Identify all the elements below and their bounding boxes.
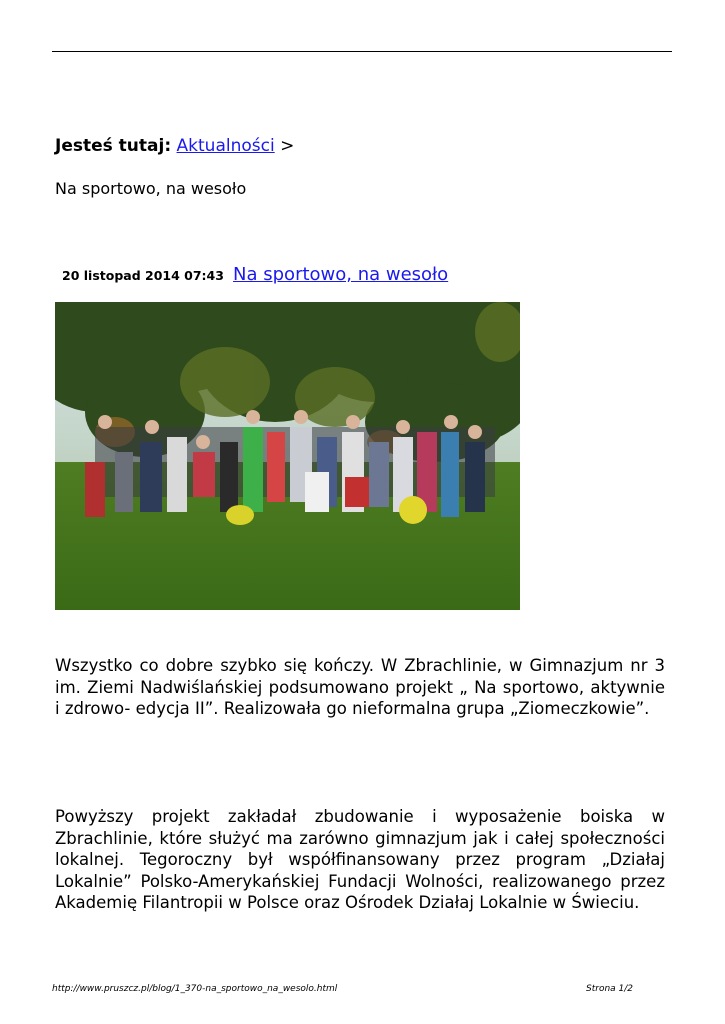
breadcrumb-label: Jesteś tutaj: [55,136,172,156]
header-rule [52,51,672,52]
breadcrumb-separator: > [274,136,295,156]
article-meta [62,264,448,285]
article-title-link[interactable]: Na sportowo, na wesoło [233,264,449,285]
footer-url: http://www.pruszcz.pl/blog/1_370-na_sportowo_na_wesolo.html [52,984,338,994]
article-paragraph-1: Wszystko co dobre szybko się kończy. W Zbrachlinie, w Gimnazjum nr 3 im. Ziemi Nadwiślańskiej podsumowano projekt „ Na sportowo, aktywnie i zdrowo- edycja II”. Realizowała go nieformalna grupa „Ziomeczkowie”. [55,656,665,718]
footer-page-number: Strona 1/2 [586,984,634,994]
article-date: 20 listopad 2014 07:43 [62,268,224,283]
article-photo [55,302,520,610]
page-title: Na sportowo, na wesoło [55,179,247,198]
article-paragraph-2: Powyższy projekt zakładał zbudowanie i wyposażenie boiska w Zbrachlinie, które służyć ma zarówno gimnazjum jak i całej społeczności lokalnej. Tegoroczny był współfinansowany przez program „Działaj Lokalnie” Polsko-Amerykańskiej Fundacji Wolności, realizowanego przez Akademię Filantropii w Polsce oraz Ośrodek Działaj Lokalnie w Świeciu. [55,807,665,912]
breadcrumb-link-aktualnosci[interactable]: Aktualności [176,136,275,156]
breadcrumb [55,136,294,156]
